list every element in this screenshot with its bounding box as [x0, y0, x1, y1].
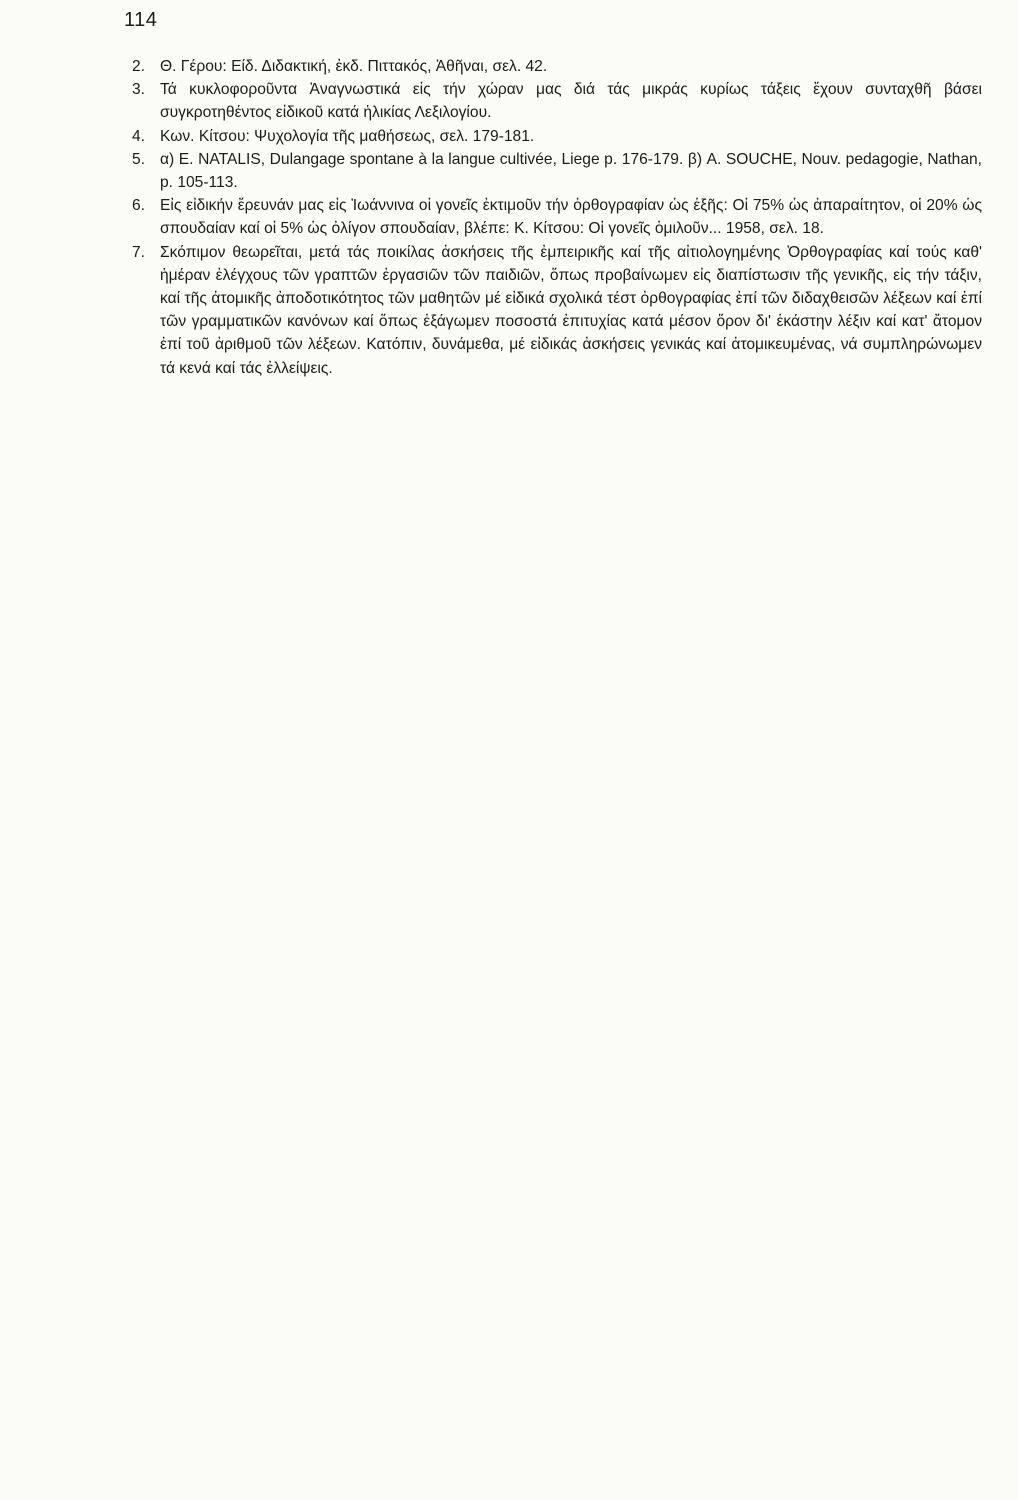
footnote-text: Σκόπιμον θεωρεῖται, μετά τάς ποικίλας ἀσκήσεις τῆς ἐμπειρικῆς καί τῆς αἰτιολογημένης Ὀρθογραφίας καί τούς καθ' ἡμέραν ἐλέγχους τῶν γραπτῶν ἐργασιῶν τῶν παιδιῶν, ὅπως προβαίνωμεν εἰς διαπίστωσιν τῆς γενικῆς, εἰς τήν τάξιν, καί τῆς ἀτομικῆς ἀποδοτικότητος τῶν μαθητῶν μέ εἰδικά σχολικά τέστ ὀρθογραφίας ἐπί τῶν διδαχθεισῶν λέξεων καί ἐπί τῶν γραμματικῶν κανόνων καί ὅπως ἐξάγωμεν ποσοστά ἐπιτυχίας κατά μέσον ὅρον δι' ἑκάστην λέξιν καί κατ' ἄτομον ἐπί τοῦ ἀριθμοῦ τῶν λέξεων. Κατόπιν, δυνάμεθα, μέ εἰδικάς ἀσκήσεις γενικάς καί ἀτομικευμένας, νά συμπληρώνωμεν τά κενά καί τάς ἐλλείψεις.: [160, 243, 982, 377]
footnote-4: [132, 125, 982, 148]
footnote-number: 6.: [132, 197, 146, 215]
footnote-7: [132, 241, 982, 380]
footnote-number: 7.: [132, 243, 146, 261]
footnote-text: Εἰς εἰδικήν ἔρευνάν μας εἰς Ἰωάννινα οἱ γονεῖς ἐκτιμοῦν τήν ὀρθογραφίαν ὡς ἑξῆς: Οἱ 75% ὡς ἀπαραίτητον, οἱ 20% ὡς σπουδαίαν καί οἱ 5% ὡς ὀλίγον σπουδαίαν, βλέπε: Κ. Κίτσου: Οἱ γονεῖς ὁμιλοῦν... 1958, σελ. 18.: [160, 197, 982, 238]
footnote-number: 3.: [132, 81, 146, 99]
page-number: 114: [124, 9, 158, 31]
footnote-6: [132, 194, 982, 240]
footnote-text: α) E. NATALIS, Dulangage spontane à la langue cultivée, Liege p. 176-179. β) A. SOUCHE, Nouv. pedagogie, Nathan, p. 105-113.: [160, 150, 982, 192]
footnote-text: Τά κυκλοφοροῦντα Ἀναγνωστικά εἰς τήν χώραν μας διά τάς μικράς κυρίως τάξεις ἔχουν συνταχθῆ βάσει συγκροτηθέντος εἰδικοῦ κατά ἡλικίας Λεξιλογίου.: [160, 81, 982, 122]
footnote-number: 4.: [132, 127, 146, 145]
footnotes-list: [132, 55, 982, 380]
footnote-number: 2.: [132, 58, 146, 75]
footnote-text: Θ. Γέρου: Είδ. Διδακτική, ἐκδ. Πιττακός, Ἀθῆναι, σελ. 42.: [160, 58, 548, 75]
footnote-2: [132, 55, 982, 78]
footnote-number: 5.: [132, 150, 146, 168]
footnote-5: [132, 148, 982, 194]
footnote-3: [132, 78, 982, 124]
footnote-text: Κων. Κίτσου: Ψυχολογία τῆς μαθήσεως, σελ. 179-181.: [160, 127, 535, 145]
